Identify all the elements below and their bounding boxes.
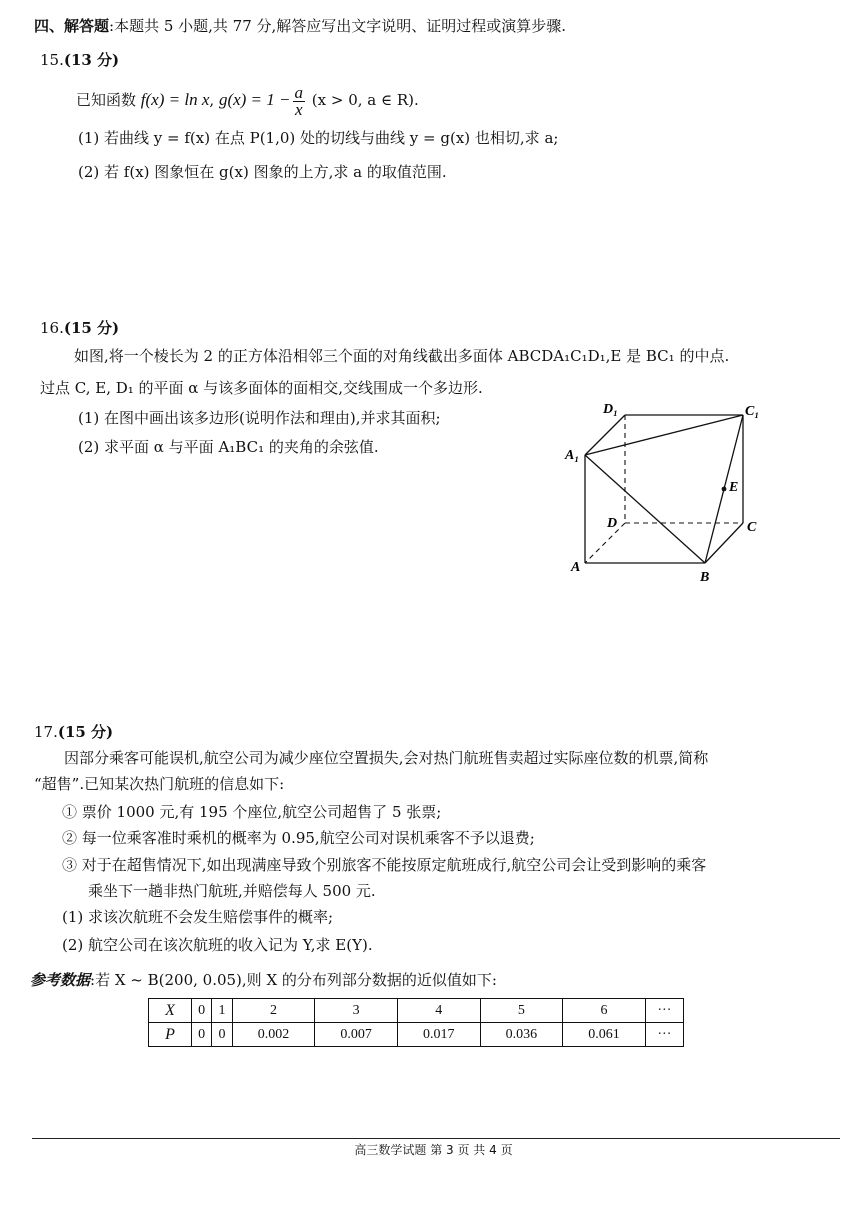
q17-item1: ① 票价 1000 元,有 195 个座位,航空公司超售了 5 张票; [62,803,442,821]
q17-item3-line1: ③ 对于在超售情况下,如出现满座导致个别旅客不能按原定航班成行,航空公司会让受到影响的乘客 [62,856,707,874]
table-cell: 0.002 [232,1023,315,1047]
label-a: A [571,560,581,575]
q17-score: (15 分) [57,723,114,741]
q16-number: 16. [40,319,64,337]
q17-part2: (2) 航空公司在该次航班的收入记为 Y,求 E(Y). [62,936,373,954]
q15-frac-numerator: a [294,82,303,102]
section-title: 四、解答题 [34,17,110,35]
table-row-p [149,1023,684,1047]
table-cell: 2 [232,999,315,1023]
label-d: D [607,516,618,531]
q16-part2: (2) 求平面 α 与平面 A₁BC₁ 的夹角的余弦值. [78,438,379,456]
table-cell: 5 [480,999,563,1023]
label-c1: C₁ [745,404,760,419]
q16-header [40,318,119,338]
footer-divider [32,1138,840,1139]
q17-reference-text: :若 X ~ B(200, 0.05),则 X 的分布列部分数据的近似值如下: [90,971,497,989]
q15-fraction [293,82,306,119]
q15-score: (13 分) [63,51,120,69]
table-head-x: X [149,999,192,1023]
table-cell: 0 [192,1023,212,1047]
q15-stem-prefix: 已知函数 [76,91,137,109]
table-row-x [149,999,684,1023]
section-heading [34,16,566,36]
q15-part2: (2) 若 f(x) 图象恒在 g(x) 图象的上方,求 a 的取值范围. [78,163,447,181]
q15-stem-g: g(x) = 1 − [218,90,291,109]
q17-stem-line1: 因部分乘客可能误机,航空公司为减少座位空置损失,会对热门航班售卖超过实际座位数的机票,简称 [64,749,709,767]
page-footer: 高三数学试题 第 3 页 共 4 页 [354,1143,513,1157]
edge-a1-c1 [585,415,743,455]
table-cell: 0 [192,999,212,1023]
label-c: C [747,520,757,535]
q16-stem-line2: 过点 C, E, D₁ 的平面 α 与该多面体的面相交,交线围成一个多边形. [40,379,483,397]
point-e [722,487,727,492]
q15-stem: 已知函数 f(x) = ln x, g(x) = 1 − $\frac{a}{x}$ (x > 0, a ∈ R). [76,82,419,119]
table-cell: 0.036 [480,1023,563,1047]
distribution-table [148,998,684,1047]
q17-reference [30,970,497,990]
table-head-p: P [149,1023,192,1047]
table-cell: 3 [315,999,398,1023]
table-cell: 1 [212,999,232,1023]
edge-d1-a1 [585,415,625,455]
hidden-edge-d-a [585,523,625,563]
table-cell: ··· [645,1023,683,1047]
q17-item2: ② 每一位乘客准时乘机的概率为 0.95,航空公司对误机乘客不予以退费; [62,829,535,847]
label-d1: D₁ [603,402,618,417]
edge-a1-b [585,455,705,563]
q15-part1: (1) 若曲线 y = f(x) 在点 P(1,0) 处的切线与曲线 y = g(x) 也相切,求 a; [78,129,559,147]
q15-header [40,50,119,70]
q15-number: 15. [40,51,64,69]
q16-part1: (1) 在图中画出该多边形(说明作法和理由),并求其面积; [78,409,441,427]
q16-stem-line1: 如图,将一个棱长为 2 的正方体沿相邻三个面的对角线截出多面体 ABCDA₁C₁D₁,E 是 BC₁ 的中点. [74,347,730,365]
q16-score: (15 分) [63,319,120,337]
section-description: :本题共 5 小题,共 77 分,解答应写出文字说明、证明过程或演算步骤. [109,17,567,35]
q15-stem-f: f(x) = ln x [140,90,210,109]
q15-stem-condition: (x > 0, a ∈ R). [311,91,419,109]
q17-number: 17. [34,723,58,741]
q17-item3-line2: 乘坐下一趟非热门航班,并赔偿每人 500 元. [88,882,376,900]
q15-frac-denominator: x [294,99,303,119]
table-cell: 0.017 [397,1023,480,1047]
label-a1: A₁ [565,448,580,463]
q17-part1: (1) 求该次航班不会发生赔偿事件的概率; [62,908,334,926]
table-cell: 4 [397,999,480,1023]
table-cell: 0.007 [315,1023,398,1047]
table-cell: 0 [212,1023,232,1047]
q17-reference-label: 参考数据 [30,971,91,989]
label-b: B [700,570,710,585]
label-e: E [729,480,739,495]
q17-stem-line2: “超售”.已知某次热门航班的信息如下: [34,775,285,793]
table-cell: ··· [645,999,683,1023]
table-cell: 0.061 [563,1023,646,1047]
q17-header [34,722,113,742]
polyhedron-figure [555,395,785,590]
table-cell: 6 [563,999,646,1023]
